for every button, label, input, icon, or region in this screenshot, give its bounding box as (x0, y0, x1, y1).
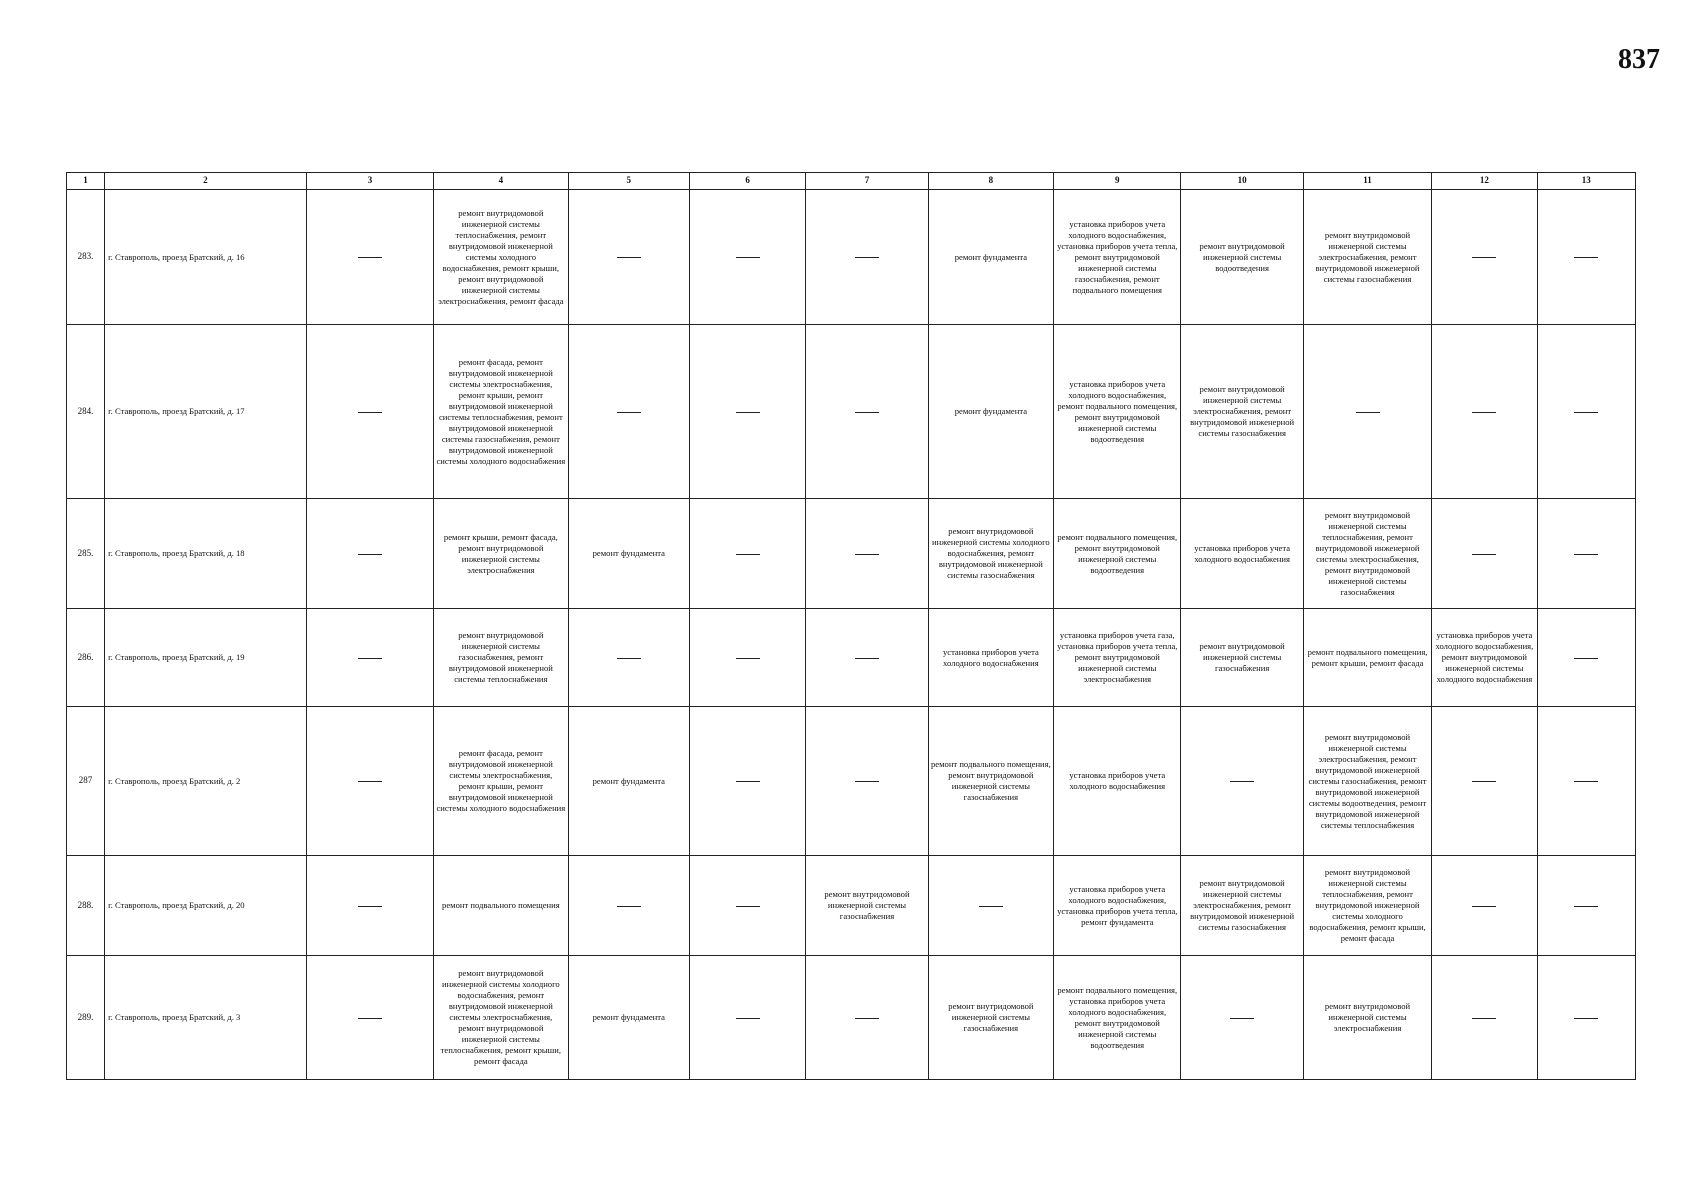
column-header: 2 (105, 173, 307, 190)
dash-cell (1432, 856, 1537, 956)
work-cell: ремонт подвального помещения, ремонт внутридомовой инженерной системы газоснабжения (928, 707, 1053, 856)
work-cell: установка приборов учета холодного водоснабжения, ремонт внутридомовой инженерной системы холодного водоснабжения (1432, 609, 1537, 707)
dash-cell (806, 707, 928, 856)
column-header: 12 (1432, 173, 1537, 190)
dash-cell (806, 499, 928, 609)
dash-mark (1574, 906, 1598, 907)
dash-mark (358, 781, 382, 782)
column-header: 13 (1537, 173, 1635, 190)
work-cell: ремонт внутридомовой инженерной системы теплоснабжения, ремонт внутридомовой инженерной системы электроснабжения, ремонт внутридомовой инженерной системы газоснабжения (1303, 499, 1431, 609)
dash-cell (1432, 499, 1537, 609)
table-row (67, 609, 1636, 707)
dash-cell (568, 609, 689, 707)
dash-cell (306, 325, 433, 499)
dash-mark (617, 658, 641, 659)
dash-mark (1574, 1018, 1598, 1019)
dash-mark (1230, 781, 1254, 782)
dash-cell (568, 190, 689, 325)
column-header: 7 (806, 173, 928, 190)
dash-cell (1537, 609, 1635, 707)
work-cell: ремонт подвального помещения, установка приборов учета холодного водоснабжения, ремонт внутридомовой инженерной системы водоотведения (1054, 956, 1181, 1080)
work-cell: ремонт фундамента (568, 499, 689, 609)
repair-schedule-table (66, 172, 1636, 1080)
work-cell: ремонт внутридомовой инженерной системы электроснабжения, ремонт внутридомовой инженерной системы газоснабжения (1181, 856, 1303, 956)
work-cell: установка приборов учета холодного водоснабжения, установка приборов учета тепла, ремонт внутридомовой инженерной системы газоснабжения, ремонт подвального помещения (1054, 190, 1181, 325)
dash-mark (358, 257, 382, 258)
column-header: 11 (1303, 173, 1431, 190)
address-cell: г. Ставрополь, проезд Братский, д. 18 (105, 499, 307, 609)
work-cell: ремонт фундамента (568, 956, 689, 1080)
dash-cell (1432, 190, 1537, 325)
dash-mark (736, 658, 760, 659)
column-header: 8 (928, 173, 1053, 190)
dash-cell (1181, 956, 1303, 1080)
dash-mark (855, 257, 879, 258)
dash-mark (736, 1018, 760, 1019)
dash-cell (306, 190, 433, 325)
work-cell: установка приборов учета холодного водоснабжения, установка приборов учета тепла, ремонт фундамента (1054, 856, 1181, 956)
address-cell: г. Ставрополь, проезд Братский, д. 20 (105, 856, 307, 956)
dash-mark (358, 906, 382, 907)
dash-mark (1574, 257, 1598, 258)
dash-mark (855, 1018, 879, 1019)
dash-cell (806, 956, 928, 1080)
column-number-row (67, 173, 1636, 190)
dash-cell (1432, 325, 1537, 499)
dash-mark (736, 554, 760, 555)
work-cell: ремонт внутридомовой инженерной системы электроснабжения (1303, 956, 1431, 1080)
table-row (67, 190, 1636, 325)
table-row (67, 707, 1636, 856)
dash-mark (1472, 257, 1496, 258)
dash-cell (1537, 707, 1635, 856)
address-cell: г. Ставрополь, проезд Братский, д. 19 (105, 609, 307, 707)
work-cell: ремонт крыши, ремонт фасада, ремонт внутридомовой инженерной системы электроснабжения (434, 499, 568, 609)
dash-mark (1574, 781, 1598, 782)
dash-mark (358, 412, 382, 413)
column-header: 10 (1181, 173, 1303, 190)
dash-cell (1537, 499, 1635, 609)
work-cell: ремонт внутридомовой инженерной системы газоснабжения (928, 956, 1053, 1080)
work-cell: ремонт внутридомовой инженерной системы газоснабжения (806, 856, 928, 956)
dash-mark (1356, 412, 1380, 413)
dash-mark (736, 412, 760, 413)
work-cell: установка приборов учета холодного водоснабжения (928, 609, 1053, 707)
dash-cell (689, 190, 805, 325)
row-number: 284. (67, 325, 105, 499)
address-cell: г. Ставрополь, проезд Братский, д. 17 (105, 325, 307, 499)
dash-cell (1537, 190, 1635, 325)
dash-mark (358, 554, 382, 555)
dash-mark (1472, 781, 1496, 782)
dash-mark (1574, 412, 1598, 413)
work-cell: ремонт фундамента (928, 325, 1053, 499)
dash-cell (1181, 707, 1303, 856)
row-number: 285. (67, 499, 105, 609)
work-cell: ремонт подвального помещения, ремонт крыши, ремонт фасада (1303, 609, 1431, 707)
dash-mark (855, 658, 879, 659)
work-cell: ремонт подвального помещения, ремонт внутридомовой инженерной системы водоотведения (1054, 499, 1181, 609)
dash-mark (1574, 658, 1598, 659)
dash-cell (1537, 325, 1635, 499)
dash-mark (855, 554, 879, 555)
address-cell: г. Ставрополь, проезд Братский, д. 3 (105, 956, 307, 1080)
column-header: 4 (434, 173, 568, 190)
dash-cell (1303, 325, 1431, 499)
dash-mark (1472, 1018, 1496, 1019)
dash-mark (736, 257, 760, 258)
column-header: 1 (67, 173, 105, 190)
dash-mark (617, 906, 641, 907)
dash-mark (1472, 412, 1496, 413)
row-number: 283. (67, 190, 105, 325)
dash-cell (1537, 956, 1635, 1080)
row-number: 286. (67, 609, 105, 707)
dash-mark (358, 1018, 382, 1019)
dash-mark (855, 412, 879, 413)
page-number: 837 (1618, 44, 1660, 75)
table-row (67, 499, 1636, 609)
work-cell: установка приборов учета холодного водоснабжения (1054, 707, 1181, 856)
row-number: 288. (67, 856, 105, 956)
dash-cell (689, 856, 805, 956)
work-cell: ремонт внутридомовой инженерной системы электроснабжения, ремонт внутридомовой инженерной системы газоснабжения (1181, 325, 1303, 499)
dash-cell (306, 609, 433, 707)
work-cell: ремонт внутридомовой инженерной системы газоснабжения, ремонт внутридомовой инженерной системы теплоснабжения (434, 609, 568, 707)
work-cell: установка приборов учета холодного водоснабжения, ремонт подвального помещения, ремонт внутридомовой инженерной системы водоотведения (1054, 325, 1181, 499)
column-header: 6 (689, 173, 805, 190)
dash-cell (306, 707, 433, 856)
dash-cell (689, 956, 805, 1080)
dash-mark (617, 257, 641, 258)
dash-mark (358, 658, 382, 659)
dash-cell (689, 499, 805, 609)
dash-cell (306, 956, 433, 1080)
row-number: 289. (67, 956, 105, 1080)
dash-mark (1472, 554, 1496, 555)
row-number: 287 (67, 707, 105, 856)
dash-cell (1432, 707, 1537, 856)
table-row (67, 856, 1636, 956)
work-cell: ремонт подвального помещения (434, 856, 568, 956)
work-cell: ремонт внутридомовой инженерной системы холодного водоснабжения, ремонт внутридомовой инженерной системы электроснабжения, ремонт внутридомовой инженерной системы теплоснабжения, ремонт крыши, ремонт фасада (434, 956, 568, 1080)
work-cell: ремонт фасада, ремонт внутридомовой инженерной системы электроснабжения, ремонт крыши, ремонт внутридомовой инженерной системы холодного водоснабжения (434, 707, 568, 856)
address-cell: г. Ставрополь, проезд Братский, д. 16 (105, 190, 307, 325)
dash-cell (306, 856, 433, 956)
column-header: 9 (1054, 173, 1181, 190)
address-cell: г. Ставрополь, проезд Братский, д. 2 (105, 707, 307, 856)
dash-cell (306, 499, 433, 609)
work-cell: установка приборов учета холодного водоснабжения (1181, 499, 1303, 609)
work-cell: ремонт фундамента (928, 190, 1053, 325)
work-cell: ремонт внутридомовой инженерной системы газоснабжения (1181, 609, 1303, 707)
work-cell: ремонт внутридомовой инженерной системы электроснабжения, ремонт внутридомовой инженерной системы газоснабжения, ремонт внутридомовой инженерной системы водоотведения, ремонт внутридомовой инженерной системы теплоснабжения (1303, 707, 1431, 856)
dash-mark (1574, 554, 1598, 555)
dash-mark (617, 412, 641, 413)
dash-cell (689, 609, 805, 707)
work-cell: ремонт внутридомовой инженерной системы водоотведения (1181, 190, 1303, 325)
dash-mark (979, 906, 1003, 907)
work-cell: ремонт фасада, ремонт внутридомовой инженерной системы электроснабжения, ремонт крыши, ремонт внутридомовой инженерной системы теплоснабжения, ремонт внутридомовой инженерной системы газоснабжения, ремонт внутридомовой инженерной системы холодного водоснабжения (434, 325, 568, 499)
dash-cell (1537, 856, 1635, 956)
dash-mark (736, 781, 760, 782)
work-cell: ремонт внутридомовой инженерной системы холодного водоснабжения, ремонт внутридомовой инженерной системы газоснабжения (928, 499, 1053, 609)
dash-cell (928, 856, 1053, 956)
dash-cell (1432, 956, 1537, 1080)
dash-cell (806, 325, 928, 499)
dash-cell (568, 325, 689, 499)
dash-mark (1230, 1018, 1254, 1019)
work-cell: ремонт фундамента (568, 707, 689, 856)
dash-cell (568, 856, 689, 956)
column-header: 3 (306, 173, 433, 190)
work-cell: установка приборов учета газа, установка приборов учета тепла, ремонт внутридомовой инженерной системы электроснабжения (1054, 609, 1181, 707)
work-cell: ремонт внутридомовой инженерной системы электроснабжения, ремонт внутридомовой инженерной системы газоснабжения (1303, 190, 1431, 325)
dash-cell (689, 707, 805, 856)
dash-mark (736, 906, 760, 907)
dash-mark (855, 781, 879, 782)
dash-cell (689, 325, 805, 499)
work-cell: ремонт внутридомовой инженерной системы теплоснабжения, ремонт внутридомовой инженерной системы холодного водоснабжения, ремонт крыши, ремонт внутридомовой инженерной системы электроснабжения, ремонт фасада (434, 190, 568, 325)
work-cell: ремонт внутридомовой инженерной системы теплоснабжения, ремонт внутридомовой инженерной системы холодного водоснабжения, ремонт крыши, ремонт фасада (1303, 856, 1431, 956)
table-row (67, 956, 1636, 1080)
dash-cell (806, 190, 928, 325)
dash-cell (806, 609, 928, 707)
table-row (67, 325, 1636, 499)
column-header: 5 (568, 173, 689, 190)
dash-mark (1472, 906, 1496, 907)
